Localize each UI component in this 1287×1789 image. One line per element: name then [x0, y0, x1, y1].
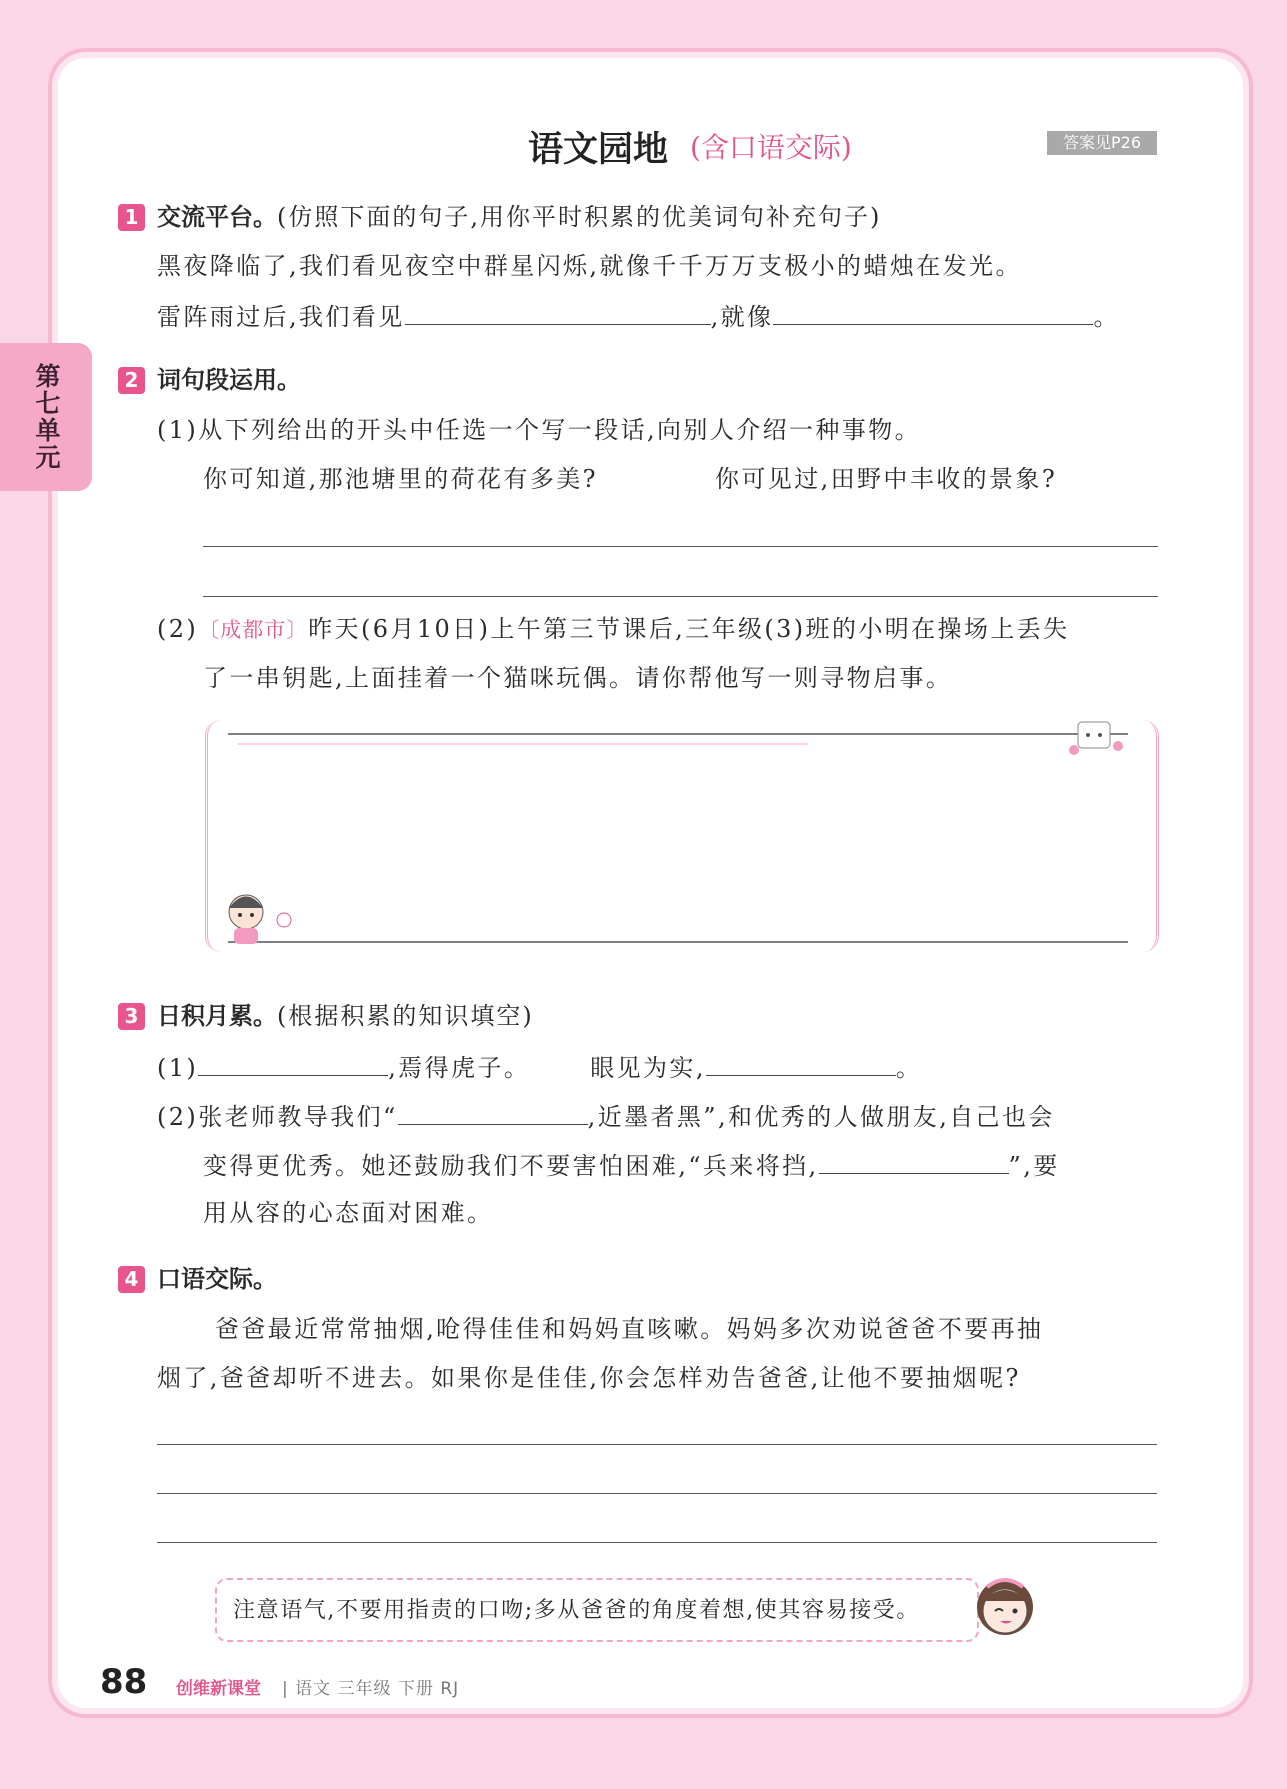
question-number-badge: 3 — [118, 1003, 145, 1030]
question-1-fill: 雷阵雨过后,我们看见 ,就像 。 — [157, 298, 1120, 334]
writing-line[interactable] — [157, 1542, 1157, 1543]
question-1-heading: 交流平台。(仿照下面的句子,用你平时积累的优美词句补充句子) — [157, 203, 882, 231]
question-3-part-1: (1) ,焉得虎子。 眼见为实, 。 — [157, 1049, 922, 1085]
writing-line[interactable] — [203, 596, 1158, 597]
tip-box — [215, 1578, 979, 1642]
question-3-part-2: (2)张老师教导我们“ ,近墨者黑”,和优秀的人做朋友,自己也会 — [157, 1098, 1055, 1134]
question-2-option-a: 你可知道,那池塘里的荷花有多美? — [203, 465, 598, 493]
question-number-badge: 1 — [118, 204, 145, 231]
question-2-part-2-cont: 了一串钥匙,上面挂着一个猫咪玩偶。请你帮他写一则寻物启事。 — [203, 664, 953, 692]
writing-line[interactable] — [203, 546, 1158, 547]
page-subtitle: (含口语交际) — [690, 131, 852, 164]
question-3-heading: 日积月累。(根据积累的知识填空) — [157, 1002, 534, 1030]
lost-notice-writing-box[interactable] — [205, 720, 1159, 952]
question-4-text-line-2: 烟了,爸爸却听不进去。如果你是佳佳,你会怎样劝告爸爸,让他不要抽烟呢? — [157, 1364, 1021, 1392]
writing-line[interactable] — [157, 1493, 1157, 1494]
answer-blank[interactable] — [706, 1049, 896, 1076]
question-2-heading: 词句段运用。 — [157, 366, 301, 394]
answer-blank[interactable] — [398, 1098, 588, 1125]
page-title: 语文园地 — [528, 130, 669, 170]
unit-tab: 第七单元 — [0, 343, 92, 491]
answer-blank[interactable] — [198, 1049, 388, 1076]
tip-text: 注意语气,不要用指责的口吻;多从爸爸的角度着想,使其容易接受。 — [233, 1598, 921, 1623]
question-3-part-2-end: 用从容的心态面对困难。 — [203, 1199, 494, 1227]
question-4-heading: 口语交际。 — [157, 1265, 277, 1293]
question-3-part-2-cont: 变得更优秀。她还鼓励我们不要害怕困难,“兵来将挡, ”,要 — [203, 1147, 1060, 1183]
answer-blank[interactable] — [405, 298, 711, 325]
question-1-example: 黑夜降临了,我们看见夜空中群星闪烁,就像千千万万支极小的蜡烛在发光。 — [157, 252, 1022, 280]
question-2-option-b: 你可见过,田野中丰收的景象? — [715, 465, 1058, 493]
question-2-part-2: (2)〔成都市〕昨天(6月10日)上午第三节课后,三年级(3)班的小明在操场上丢失 — [157, 615, 1070, 643]
question-number-badge: 2 — [118, 367, 145, 394]
brand-name: 创维新课堂 — [176, 1679, 261, 1699]
page-header — [0, 122, 1287, 172]
scroll-frame — [208, 720, 1156, 952]
book-info: | 语文 三年级 下册 RJ — [282, 1679, 460, 1699]
answer-blank[interactable] — [773, 298, 1093, 325]
region-tag: 〔成都市〕 — [198, 618, 309, 642]
writing-line[interactable] — [157, 1444, 1157, 1445]
page-number: 88 — [100, 1662, 148, 1702]
question-4-text-line-1: 爸爸最近常常抽烟,呛得佳佳和妈妈直咳嗽。妈妈多次劝说爸爸不要再抽 — [215, 1315, 1044, 1343]
cartoon-girl-icon — [965, 1565, 1045, 1645]
question-number-badge: 4 — [118, 1266, 145, 1293]
gift-box-icon — [1069, 722, 1123, 755]
answer-reference-badge: 答案见P26 — [1047, 131, 1157, 155]
answer-blank[interactable] — [819, 1147, 1009, 1174]
question-2-part-1-intro: (1)从下列给出的开头中任选一个写一段话,向别人介绍一种事物。 — [157, 416, 922, 444]
cartoon-boy-icon — [229, 895, 291, 944]
